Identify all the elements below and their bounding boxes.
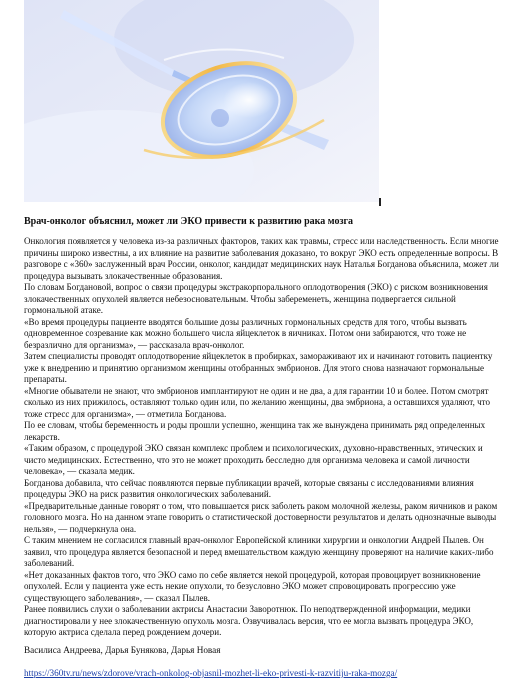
ivf-microinjection-illustration-icon xyxy=(24,0,379,202)
article-paragraph: «Предварительные данные говорят о том, что повышается риск заболеть раком молочной железы, раком яичников и раком головного мозга. Но на данном этапе говорить о статистической достоверности результатов и делать однозначные выводы нельзя», — подчеркнула она. xyxy=(24,500,498,534)
article-paragraph: По ее словам, чтобы беременность и роды прошли успешно, женщина так же вынуждена принимать ряд определенных лекарств. xyxy=(24,420,486,442)
article-paragraph: «Многие обыватели не знают, что эмбрионов имплантируют не один и не два, а для гарантии 10 и более. Потом смотрят сколько из них прижилось, оставляют только один или, по желанию женщины, два эмбриона, а оставшихся удаляют, что тоже стресс для организма», — отметила Богданова. xyxy=(24,385,490,419)
article-authors: Василиса Андреева, Дарья Бунякова, Дарья Новая xyxy=(24,645,221,655)
article-paragraph: Богданова добавила, что сейчас появляются первые публикации врачей, которые связаны с исследованиями влияния процедуры ЭКО на риск развития онкологических заболеваний. xyxy=(24,477,474,499)
article-paragraph: Ранее появились слухи о заболевании актрисы Анастасии Заворотнюк. По неподтвержденной информации, медики диагностировали у нее злокачественную опухоль мозга. Озвучивалась версия, что ее могла вызвать процедура ЭКО, которую актриса сделала перед рождением дочери. xyxy=(24,604,474,637)
article-hero-image xyxy=(24,0,379,202)
article-title: Врач-онколог объяснил, может ли ЭКО привести к развитию рака мозга xyxy=(24,216,353,227)
article-paragraph: С таким мнением не согласился главный врач-онколог Европейской клиники хирургии и онкологии Андрей Пылев. Он заявил, что процедура является безопасной и перед вмешательством каждую женщину проверяют на наличие каких-либо заболеваний. xyxy=(24,535,494,568)
source-link[interactable]: https://360tv.ru/news/zdorove/vrach-onkolog-objasnil-mozhet-li-eko-privesti-k-razvitiju-raka-mozga/ xyxy=(24,668,398,678)
article-paragraph: Затем специалисты проводят оплодотворение яйцеклеток в пробирках, замораживают их и начинают готовить пациентку уже к внедрению и принятию организмом женщины отобранных эмбрионов. Для этого снова назначают гормональные препараты. xyxy=(24,351,493,384)
article-body xyxy=(24,236,500,639)
article-paragraph: «Нет доказанных фактов того, что ЭКО само по себе является некой процедурой, которая провоцирует возникновение опухолей. Если у пациента уже есть некие опухоли, то безусловно ЭКО может спровоцировать прогрессию уже существующего заболевания», — сказал Пылев. xyxy=(24,569,481,603)
article-paragraph: «Во время процедуры пациенте вводятся большие дозы различных гормональных средств для того, чтобы вызвать одновременное созревание как можно большего числа яйцеклеток в яичниках. Потом они забираются, что тоже не безразлично для организма», — рассказала врач-онколог. xyxy=(24,316,467,350)
image-edge-marker xyxy=(379,198,381,206)
article-paragraph: «Таким образом, с процедурой ЭКО связан комплекс проблем и психологических, духовно-нравственных, этических и чисто медицинских. Естественно, что это не может проходить бесследно для организма человека и самой личности человека», — сказала медик. xyxy=(24,443,483,476)
article-paragraph: По словам Богдановой, вопрос о связи процедуры экстракорпорального оплодотворения (ЭКО) с риском возникновения злокачественных опухолей является небезосновательным. Чтобы забеременеть, женщина подвергается сильной гормональной атаке. xyxy=(24,282,488,315)
article-paragraph: Онкология появляется у человека из-за различных факторов, таких как травмы, стресс или наследственность. Если многие причины широко известны, а их влияние на развитие заболевания доказано, то вокруг ЭКО есть определенные вопросы. В разговоре с «360» заслуженный врач России, онколог, кандидат медицинских наук Наталья Богданова объяснила, может ли процедура вызывать злокачественные образования. xyxy=(24,236,499,281)
